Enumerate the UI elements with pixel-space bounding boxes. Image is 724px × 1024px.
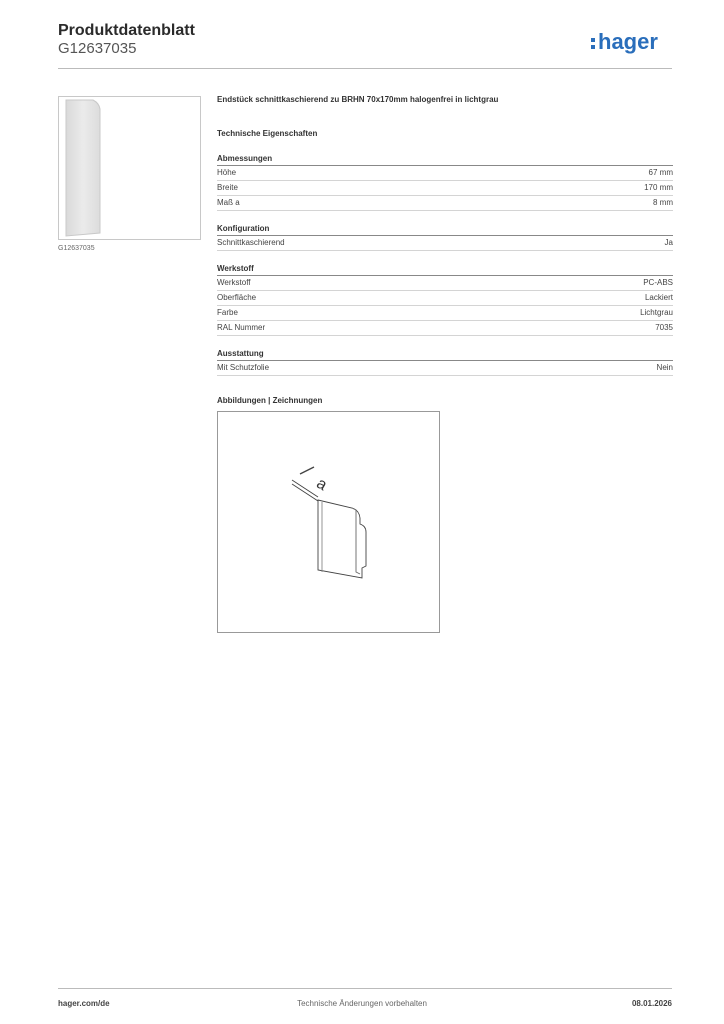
header-divider	[58, 68, 672, 69]
row-label: Höhe	[217, 168, 237, 177]
table-row	[217, 236, 673, 251]
section-title: Ausstattung	[217, 348, 673, 361]
page-title: Produktdatenblatt	[58, 22, 195, 39]
table-row	[217, 181, 673, 196]
dimension-arrow	[300, 467, 314, 474]
end-cap-drawing	[218, 412, 439, 632]
row-label: Mit Schutzfolie	[217, 363, 270, 372]
product-photo	[59, 97, 200, 239]
section-ausstattung	[217, 348, 673, 376]
product-image-caption: G12637035	[58, 245, 95, 252]
table-row	[217, 306, 673, 321]
table-row	[217, 291, 673, 306]
table-row	[217, 196, 673, 211]
table-row	[217, 166, 673, 181]
row-label: Breite	[217, 183, 238, 192]
row-value: 8 mm	[653, 198, 673, 207]
technical-drawing	[217, 411, 440, 633]
product-description: Endstück schnittkaschierend zu BRHN 70x170mm halogenfrei in lichtgrau	[217, 95, 499, 104]
product-image	[58, 96, 201, 240]
section-title: Konfiguration	[217, 223, 673, 236]
product-details	[217, 95, 673, 408]
row-label: Werkstoff	[217, 278, 251, 287]
row-value: 170 mm	[644, 183, 673, 192]
row-label: RAL Nummer	[217, 323, 266, 332]
row-value: Nein	[656, 363, 673, 372]
section-konfiguration	[217, 223, 673, 251]
table-row	[217, 361, 673, 376]
section-title: Abmessungen	[217, 153, 673, 166]
tech-properties-heading: Technische Eigenschaften	[217, 129, 318, 138]
row-label: Oberfläche	[217, 293, 257, 302]
row-label: Farbe	[217, 308, 238, 317]
brand-wordmark: hager	[598, 29, 658, 54]
hager-logo	[590, 29, 676, 55]
row-value: Lackiert	[644, 293, 673, 302]
row-value: PC-ABS	[643, 278, 673, 287]
footer-notice: Technische Änderungen vorbehalten	[297, 999, 427, 1008]
table-row	[217, 321, 673, 336]
section-werkstoff	[217, 263, 673, 336]
footer-divider	[58, 988, 672, 989]
dimension-line	[292, 484, 318, 501]
end-cap-edge	[352, 508, 360, 574]
row-label: Maß a	[217, 198, 240, 207]
section-abmessungen	[217, 153, 673, 211]
row-value: 7035	[655, 323, 673, 332]
row-value: Ja	[664, 238, 673, 247]
row-label: Schnittkaschierend	[217, 238, 285, 247]
dimension-label: a	[313, 474, 330, 495]
figures-heading: Abbildungen | Zeichnungen	[217, 396, 323, 405]
footer-date: 08.01.2026	[631, 999, 672, 1008]
section-title: Werkstoff	[217, 263, 673, 276]
product-code: G12637035	[58, 40, 137, 57]
end-cap-outline	[318, 500, 366, 578]
row-value: Lichtgrau	[640, 308, 673, 317]
row-value: 67 mm	[648, 168, 673, 177]
footer-website: hager.com/de	[58, 999, 110, 1008]
table-row	[217, 276, 673, 291]
